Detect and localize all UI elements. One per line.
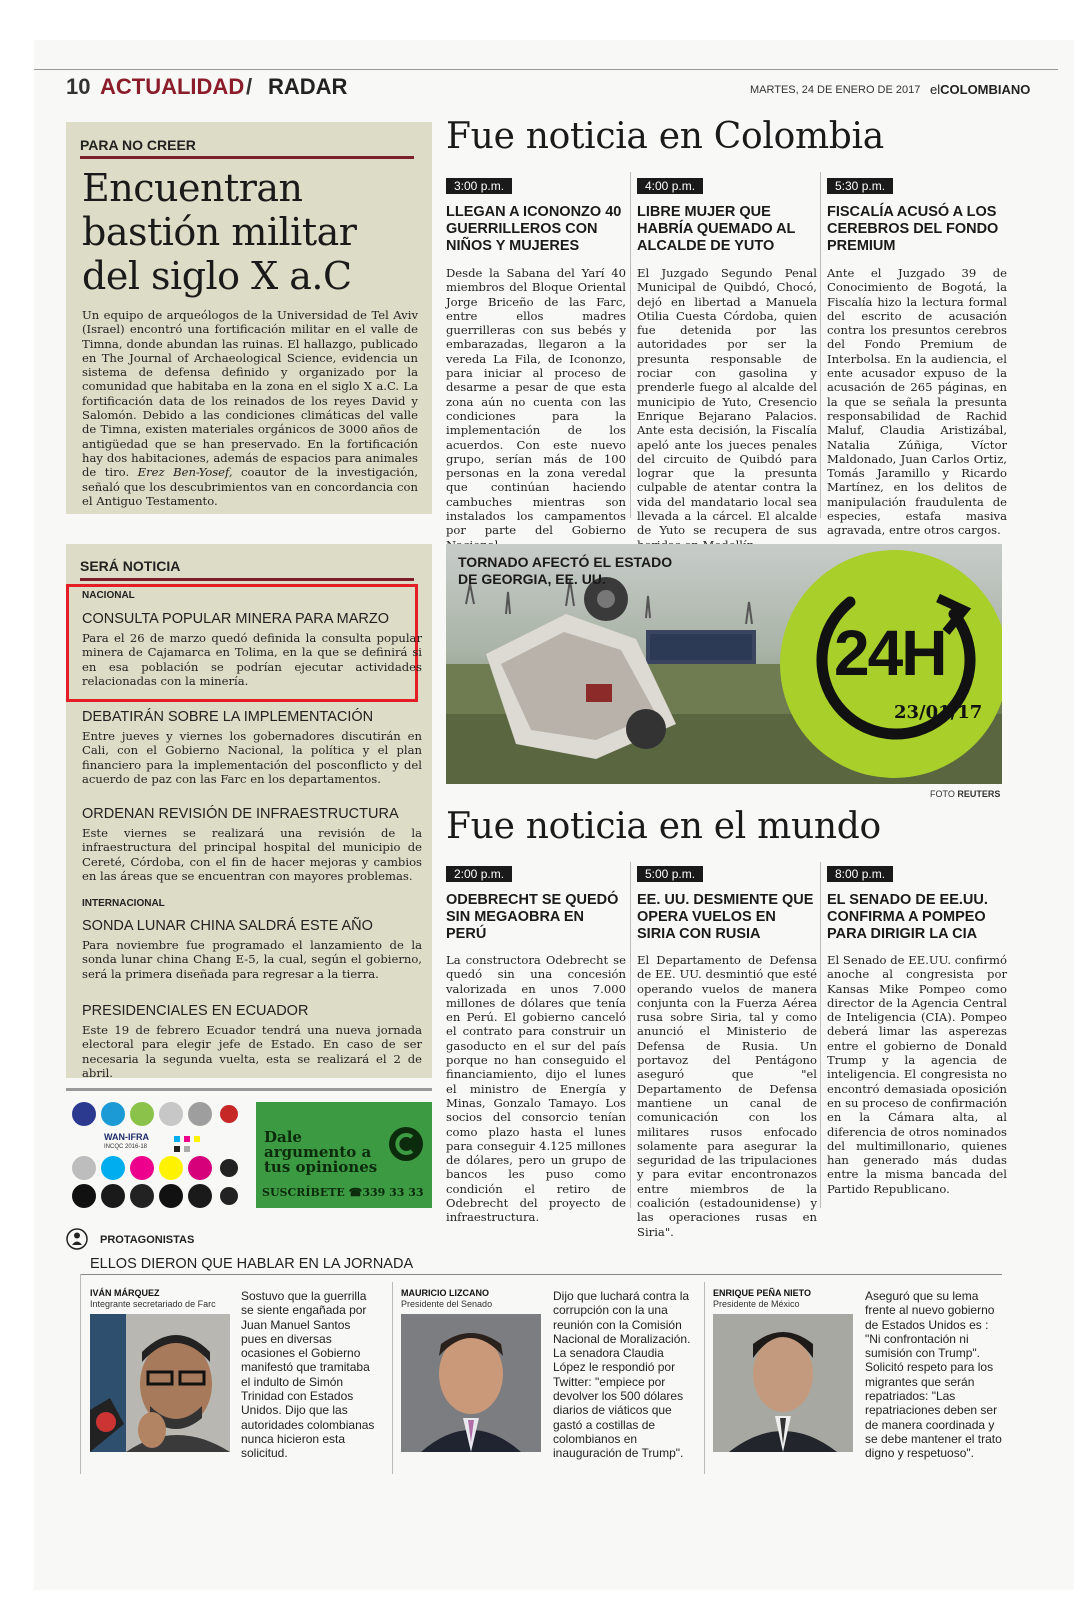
news-headline: EL SENADO DE EE.UU. CONFIRMA A POMPEO PARA DIRIGIR LA CIA	[827, 892, 988, 942]
news-story: El Juzgado Segundo Penal Municipal de Quibdó, Chocó, dejó en libertad a Manuela Otilia Cuesta Córdoba, quien fue detenida por las autoridades por ser la presunta responsable de rociar con gasolina y prenderle fuego al alcalde del municipio de Yuto, Cresencio Enrique Bejarano Palacios. Ante esta decisión, la Fiscalía apeló ante los jueces penales del circuito de Quibdó para lograr que la presunta culpable de atentar contra la vida del mandatario local sea llevada a la cárcel. El alcalde de Yuto se recupera de sus	[637, 266, 817, 538]
column-divider	[630, 862, 631, 1208]
sera-noticia-headline: DEBATIRÁN SOBRE LA IMPLEMENTACIÓN	[82, 709, 374, 725]
sera-noticia-headline: ORDENAN REVISIÓN DE INFRAESTRUCTURA	[82, 806, 399, 822]
news-time: 3:00 p.m.	[446, 178, 512, 194]
news-story: Ante el Juzgado 39 de Conocimiento de Bogotá, la Fiscalía hizo la lectura formal del escrito de acusación contra los presuntos cerebros del Fondo Premium de Interbolsa. En la audiencia, el ente acusador expuso de la acusación de 265 páginas, en la que se señala la presunta responsabilidad de Rachid Maluf, Claudia Aristizábal, Natalia Zúñiga, Víctor Maldonado, Juan Carlos Ortiz, Tomás Jaramillo y Ricardo Martínez, en los delitos de manipulación fraudulenta de especies, estafa masiva agravada, entre otros cargos.	[827, 266, 1007, 538]
protagonist-role: Presidente de México	[713, 1299, 800, 1309]
kicker-rule	[80, 156, 414, 159]
para-no-creer-title: Encuentran bastión militar del siglo X a.C	[82, 166, 357, 298]
wan-ifra-sub: INCQC 2016-18	[104, 1144, 148, 1150]
category-label: NACIONAL	[82, 590, 135, 601]
sera-noticia-body: Entre jueves y viernes los gobernadores discutirán en Cali, con el Gobierno Nacional, la política y el plan financiero para la implementación del posconflicto y del acuerdo de paz con las Farc en los departamentos.	[82, 729, 422, 786]
sera-noticia-kicker: SERÁ NOTICIA	[80, 558, 181, 574]
protagonist-role: Integrante secretariado de Farc	[90, 1299, 216, 1309]
news-headline: FISCALÍA ACUSÓ A LOS CEREBROS DEL FONDO PREMIUM	[827, 204, 999, 254]
photo-credit: FOTO REUTERS	[930, 789, 1001, 799]
protagonist-name: MAURICIO LIZCANO	[401, 1288, 489, 1298]
news-story: Desde la Sabana del Yarí 40 miembros del Bloque Oriental Jorge Briceño de las Farc, entre ellos madres guerrilleras con sus bebés y embarazadas, llegaron a la vereda La Fila, de Icononzo, para iniciar al proceso de desarme a pesar de que esta zona aún no cuenta con las condiciones para la implementación de los acuerdos. Con este nuevo grupo, serían más de 100 personas en la zona veredal que continúan haciendo cambuches mientras son instalados los campamentos por parte del Gobierno	[446, 266, 626, 538]
subscribe-cta[interactable]: SUSCRÍBETE ☎339 33 33	[262, 1186, 424, 1199]
news-time: 4:00 p.m.	[637, 178, 703, 194]
subsection-name: RADAR	[268, 74, 348, 99]
issue-date: MARTES, 24 DE ENERO DE 2017	[750, 84, 921, 96]
person-icon	[66, 1228, 88, 1250]
protagonist-role: Presidente del Senado	[401, 1299, 493, 1309]
section-separator: /	[246, 74, 253, 99]
sera-noticia-body: Este viernes se realizará una revisión de la infraestructura del principal hospital del municipio de Cereté, Córdoba, con el fin de hacer mejoras y cambios en las áreas que se encuentran con mayores problemas.	[82, 826, 422, 883]
subscribe-ad[interactable]	[256, 1102, 432, 1208]
protagonist-name: IVÁN MÁRQUEZ	[90, 1288, 160, 1298]
protagonist-divider	[80, 1274, 81, 1474]
subscribe-slogan: Dale argumento a tus opiniones	[264, 1128, 378, 1176]
news-headline: LLEGAN A ICONONZO 40 GUERRILLEROS CON NIÑOS Y MUJERES	[446, 204, 622, 254]
protagonist-text: Dijo que luchará contra la corrupción con la una reunión con la Comisión Nacional de Moralización. La senadora Claudia López le respondió por Twitter: "empiece por devolver los 500 dólares diarios de viáticos que gastó a costillas de colombianos en inauguración de Trump".	[553, 1289, 691, 1461]
protagonist-photo	[90, 1314, 230, 1452]
news-headline: LIBRE MUJER QUE HABRÍA QUEMADO AL ALCALDE DE YUTO	[637, 204, 796, 254]
sera-noticia-body: Para noviembre fue programado el lanzamiento de la sonda lunar china Chang E-5, la cual, según el gobierno, será la primera diseñada para regresar a la tierra.	[82, 938, 422, 981]
tornado-photo	[446, 544, 1002, 784]
ad-divider	[66, 1088, 432, 1091]
column-divider	[630, 172, 631, 518]
news-story: El Senado de EE.UU. confirmó anoche al congresista por Kansas Mike Pompeo como director de la Agencia Central de Inteligencia (CIA). Pompeo deberá limar las asperezas entre el gobierno de Donald Trump y la agencia de inteligencia. El congresista no encontró demasiada oposición en su proceso de confirmación en la Cámara alta, al diferencia de otros nominados del multimillonario, quienes han generado más dudas entre la misma bancada del Partido Republicano.	[827, 953, 1007, 1196]
section-name: ACTUALIDAD	[100, 74, 245, 99]
protagonist-divider	[704, 1282, 705, 1474]
protagonistas-title: ELLOS DIERON QUE HABLAR EN LA JORNADA	[90, 1256, 414, 1272]
sera-noticia-headline: SONDA LUNAR CHINA SALDRÁ ESTE AÑO	[82, 918, 373, 934]
24h-badge-date: 23/01/17	[894, 702, 983, 723]
sera-noticia-headline: CONSULTA POPULAR MINERA PARA MARZO	[82, 611, 389, 627]
sera-noticia-body: Para el 26 de marzo quedó definida la consulta popular minera de Cajamarca en Tolima, en la que se definirá si en esa población se podrían ejecutar actividades relacionadas con la minería.	[82, 631, 422, 688]
news-time: 2:00 p.m.	[446, 866, 512, 882]
column-divider	[820, 172, 821, 518]
protagonist-photo	[713, 1314, 853, 1452]
news-time: 8:00 p.m.	[827, 866, 893, 882]
colombia-section-title: Fue noticia en Colombia	[446, 116, 884, 157]
protagonist-photo	[401, 1314, 541, 1452]
protagonistas-kicker: PROTAGONISTAS	[100, 1234, 195, 1246]
colombiano-c-icon	[388, 1126, 424, 1162]
protagonistas-rule	[80, 1274, 1002, 1275]
column-divider	[820, 862, 821, 1208]
category-label: INTERNACIONAL	[82, 898, 165, 909]
protagonist-divider	[392, 1282, 393, 1474]
news-story: La constructora Odebrecht se quedó sin una concesión valorizada en unos 7.000 millones de dólares que tenía en Perú. El gobierno canceló el contrato para construir un gasoducto en el sur del país porque no han conseguido el financiamiento, dijo el lunes el ministro de Energía y Minas, Gonzalo Tamayo. Los socios del consorcio tenían como plazo hasta el lunes para conseguir 4.125 millones de dólares, pero un grupo de bancos les puso como condición el retiro de Odebrecht del proyecto de infraestructura.	[446, 953, 626, 1225]
24h-badge-text: 24H	[834, 617, 946, 689]
news-headline: EE. UU. DESMIENTE QUE OPERA VUELOS EN SIRIA CON RUSIA	[637, 892, 814, 942]
news-headline: ODEBRECHT SE QUEDÓ SIN MEGAOBRA EN PERÚ	[446, 892, 619, 942]
news-story: El Departamento de Defensa de EE. UU. desmintió que esté operando vuelos de manera conjunta con la Fuerza Aérea rusa sobre Siria, tal y como anunció el Ministerio de Defensa de Rusia. Un portavoz del Pentágono aseguró que "el Departamento de Defensa mantiene un canal de comunicación con los militares rusos enfocado solamente para asegurar la seguridad de las tripulaciones y para evitar encontronazos entre miembros de la coalición (estadounidense) y las operaciones rusas en Siria".	[637, 953, 817, 1239]
top-rule	[34, 69, 1058, 70]
sera-noticia-body: Este 19 de febrero Ecuador tendrá una nueva jornada electoral para elegir jefe de Estado. En caso de ser necesaria la segunda vuelta, esta se realizará el 2 de abril.	[82, 1023, 422, 1080]
sera-noticia-headline: PRESIDENCIALES EN ECUADOR	[82, 1003, 309, 1019]
protagonist-name: ENRIQUE PEÑA NIETO	[713, 1288, 812, 1298]
para-no-creer-kicker: PARA NO CREER	[80, 137, 196, 153]
para-no-creer-body: Un equipo de arqueólogos de la Universidad de Tel Aviv (Israel) encontró una fortificación militar en el valle de Timna, donde abundan las ruinas. El hallazgo, publicado en The Journal of Archaeological Science, evidencia un sistema de defensa definido y organizado por la comunidad que habitaba en la zona en el siglo X a.C. La fortificación data de los reinados de los reyes David y Salomón. Debido a las condiciones climáticas del valle de Timna, existen materiales orgánicos de 3000 años de antigüedad que se han preservado. En la fortificación hay dos habitaciones, además de espacios para animales de tiro. Erez Ben-Yosef, coautor de la investigación, señaló que los descubrimientos van en concordancia con el Antiguo Testamento.	[82, 308, 419, 508]
news-time: 5:00 p.m.	[637, 866, 703, 882]
page-number: 10	[66, 74, 91, 99]
protagonist-text: Sostuvo que la guerrilla se siente engañada por Juan Manuel Santos pues en diversas ocasiones el Gobierno manifestó que tramitaba el indulto de Simón Trinidad con Estados Unidos. Dijo que las autoridades colombianas nunca hicieron esta solicitud.	[241, 1289, 375, 1461]
protagonist-text: Aseguró que su lema frente al nuevo gobierno de Estados Unidos es : "Ni confrontación ni sumisión con Trump". Solicitó respeto para los migrantes que serán repatriados: "Las repatriaciones deben ser de manera coordinada y se debe mantener el trato digno y respetuoso".	[865, 1289, 1002, 1461]
news-time: 5:30 p.m.	[827, 178, 893, 194]
color-control-icon	[70, 1100, 238, 1210]
mundo-section-title: Fue noticia en el mundo	[446, 806, 881, 847]
brand-logo: elCOLOMBIANO	[930, 82, 1031, 97]
kicker-rule	[80, 578, 414, 581]
wan-ifra-label: WAN-IFRA	[104, 1132, 149, 1142]
photo-caption: TORNADO AFECTÓ EL ESTADO DE GEORGIA, EE. UU.	[458, 554, 673, 587]
